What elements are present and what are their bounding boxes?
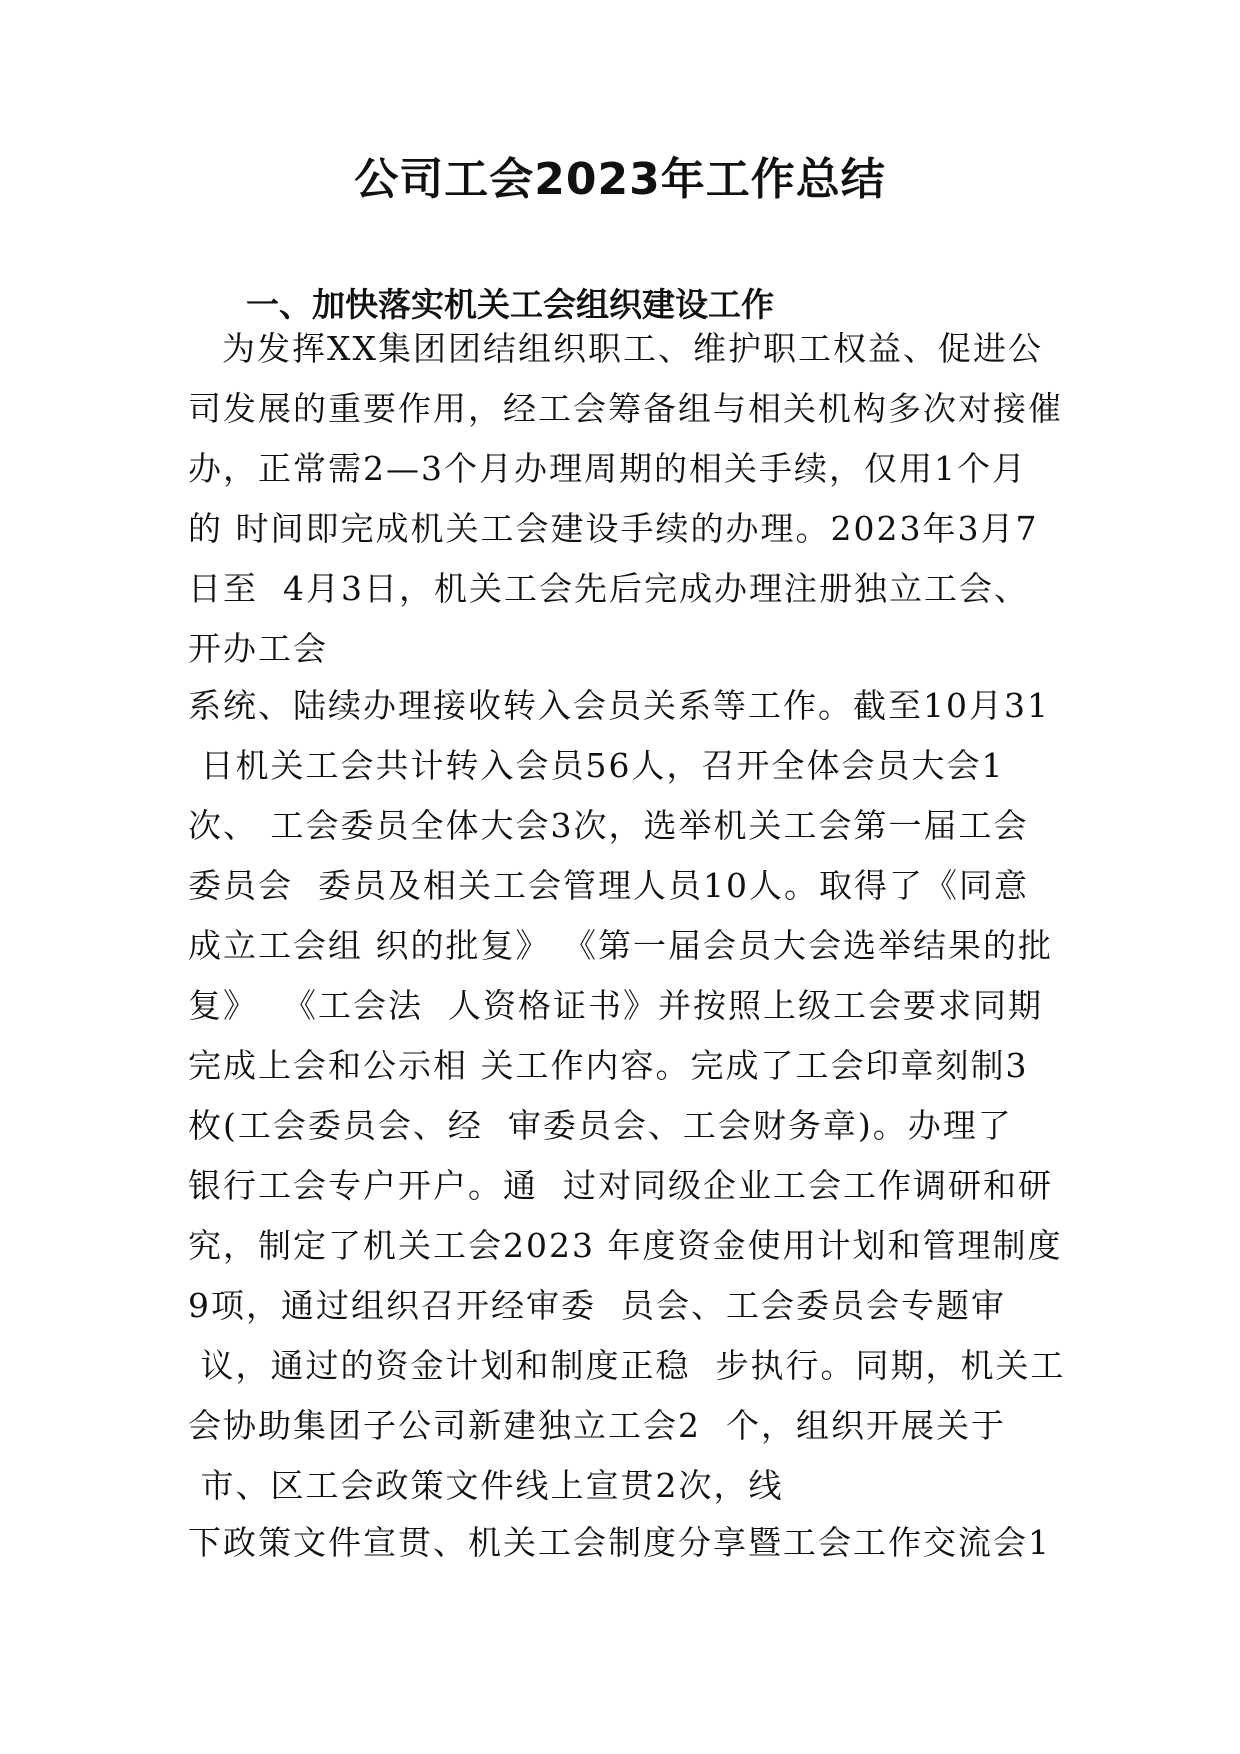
body-line: 司发展的重要作用，经工会筹备组与相关机构多次对接催 (188, 389, 1063, 428)
body-line: 枚(工会委员会、经 审委员会、工会财务章)。办理了 (188, 1106, 1013, 1145)
body-line: 市、区工会政策文件线上宣贯2次，线 (188, 1466, 784, 1505)
body-line: 复》 《工会法 人资格证书》并按照上级工会要求同期 (188, 986, 1043, 1025)
body-line: 为发挥XX集团团结组织职工、维护职工权益、促进公 (222, 329, 1043, 368)
body-line: 银行工会专户开户。通 过对同级企业工会工作调研和研 (188, 1166, 1053, 1205)
body-line: 究，制定了机关工会2023 年度资金使用计划和管理制度 (188, 1226, 1063, 1265)
body-line: 办，正常需2—3个月办理周期的相关手续，仅用1个月 (188, 449, 1027, 488)
body-line: 议，通过的资金计划和制度正稳 步执行。同期，机关工 (188, 1346, 1066, 1385)
body-line: 的 时间即完成机关工会建设手续的办理。2023年3月7 (188, 509, 1039, 548)
body-line: 日机关工会共计转入会员56人，召开全体会员大会1 (188, 746, 1005, 785)
body-line: 会协助集团子公司新建独立工会2 个，组织开展关于 (188, 1406, 1006, 1445)
body-line: 日至 4月3日，机关工会先后完成办理注册独立工会、 (188, 569, 1029, 608)
body-line: 委员会 委员及相关工会管理人员10人。取得了《同意 (188, 866, 1029, 905)
document-title: 公司工会2023年工作总结 (354, 154, 886, 205)
body-line: 系统、陆续办理接收转入会员关系等工作。截至10月31 (188, 686, 1050, 725)
body-line: 开办工会 (188, 629, 328, 668)
body-line: 9项，通过组织召开经审委 员会、工会委员会专题审 (188, 1286, 1006, 1325)
body-line: 完成上会和公示相 关工作内容。完成了工会印章刻制3 (188, 1046, 1029, 1085)
body-line: 成立工会组 织的批复》 《第一届会员大会选举结果的批 (188, 926, 1053, 965)
section-heading: 一、加快落实机关工会组织建设工作 (246, 285, 774, 324)
body-line: 次、 工会委员全体大会3次，选举机关工会第一届工会 (188, 806, 1029, 845)
body-line: 下政策文件宣贯、机关工会制度分享暨工会工作交流会1 (188, 1523, 1051, 1562)
